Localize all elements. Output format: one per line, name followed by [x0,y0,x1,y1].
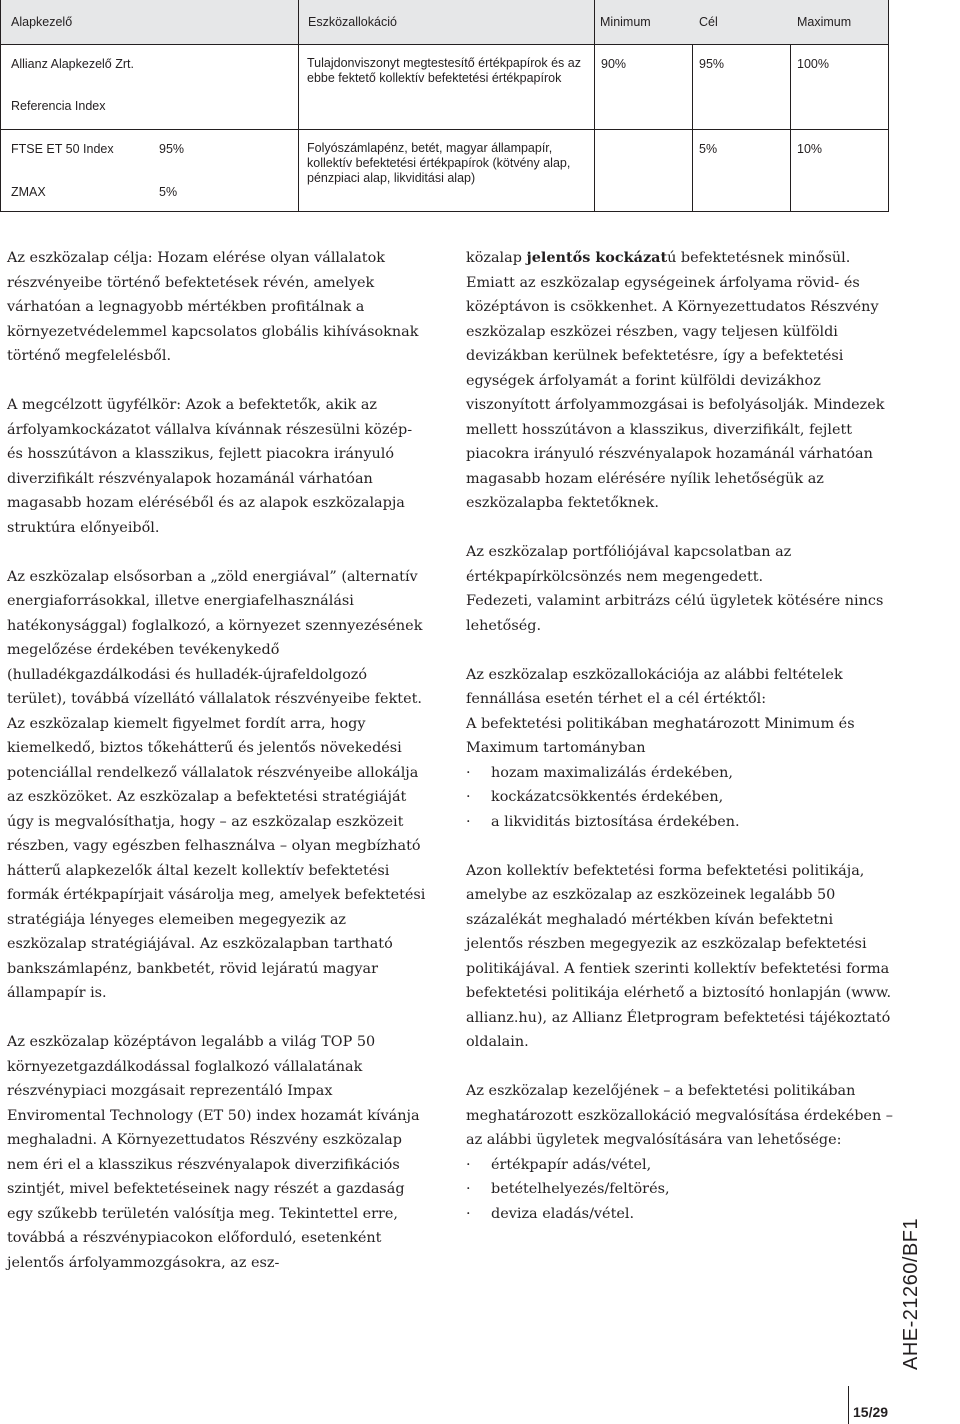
list-item: · kockázatcsökkentés érdekében, [466,785,894,810]
index-ftse-et50: FTSE ET 50 Index [11,142,114,156]
table-rule [594,0,595,212]
equities-minimum: 90% [601,57,627,71]
page-number: 15/29 [853,1404,889,1420]
list-item: · hozam maximalizálás érdekében, [466,761,894,786]
paragraph-hedging: Fedezeti, valamint arbitrázs célú ügyletek kötésére nincs lehetőség. [466,593,884,634]
manager-name: Allianz Alapkezelő Zrt. [11,57,134,71]
risk-text-bold: jelentős kockázat [526,249,668,266]
paragraph-collective-investment: Azon kollektív befektetési forma befektetési politikája, amelybe az eszközalap az eszközeinek legalább 50 százalékát meghaladó mértékben kíván befektetni jelentős részben megegyezik az eszközalap befektetési politikájával. A fentiek szerinti kollektív befektetési forma befektetési politikája elérhető a biztosító honlapján (www. allianz.hu), az Allianz Életprogram befektetési tájékoztató oldalain. [466,862,892,1050]
list-item: · betételhelyezés/feltörés, [466,1177,894,1202]
money-market-target: 5% [699,142,718,156]
right-column [466,246,894,1226]
paragraph-range: A befektetési politikában meghatározott Minimum és Maximum tartományban [466,715,855,756]
paragraph-lending: Az eszközalap portfóliójával kapcsolatban az értékpapírkölcsönzés nem megengedett. [466,544,792,585]
table-rule [0,0,1,212]
header-allocation: Eszközallokáció [308,15,397,29]
document-code: AHE-21260/BF1 [900,1217,922,1370]
index-zmax: ZMAX [11,185,46,199]
reference-index-label: Referencia Index [11,99,106,113]
paragraph-objective: Az eszközalap célja: Hozam elérése olyan vállalatok részvényeibe történő befektetések révén, amelyek várhatóan a legnagyobb mértékben profitálnak a környezetvédelemmel kapcsolatos globális kihívásoknak történő megfelelésből. [7,250,419,364]
table-header-background [0,0,888,44]
paragraph-target-clients: A megcélzott ügyfélkör: Azok a befektetők, akik az árfolyamkockázatot vállalva kívánnak részesülni közép- és hosszútávon a klasszikus, fejlett piacokra irányuló diverzifikált részvényalapok hozamánál várhatóan magasabb hozam eléréséből és az alapok eszközalapja struktúra előnyeiből. [7,397,413,536]
risk-text-pre: közalap [466,250,527,266]
header-target: Cél [699,15,718,29]
allocation-money-market: Folyószámlapénz, betét, magyar állampapír, kollektív befektetési értékpapírok (kötvény alap, pénzpiaci alap, likviditási alap) [307,141,571,185]
paragraph-manager-transactions: Az eszközalap kezelőjének – a befektetési politikában meghatározott eszközallokáció megvalósítása érdekében – az alábbi ügyletek megvalósítására van lehetősége: [466,1083,893,1148]
left-column [7,246,427,1275]
paragraph-risk [466,246,894,516]
money-market-maximum: 10% [797,142,823,156]
list-item: · értékpapír adás/vétel, [466,1153,894,1178]
table-rule [888,0,889,212]
page-number-divider [848,1386,849,1424]
list-item: · deviza eladás/vétel. [466,1202,894,1227]
table-rule [298,0,299,212]
header-manager: Alapkezelő [11,15,73,29]
equities-maximum: 100% [797,57,829,71]
index-zmax-weight: 5% [159,185,178,199]
allocation-table [0,0,960,214]
paragraph-strategy: Az eszközalap elsősorban a „zöld energiával” (alternatív energiaforrásokkal, illetve energiafelhasználási hatékonysággal) foglalkozó, a környezet szennyezésének megelőzése érdekében tevékenykedő (hulladékgazdálkodási és hulladék-újrafeldolgozó terület), továbbá vízellátó vállalatok részvényeibe fektet. Az eszközalap kiemelt figyelmet fordít arra, hogy kiemelkedő, biztos tőkehátterű és jelentős növekedési potenciállal rendelkező vállalatok részvényeibe allokálja az eszközöket. Az eszközalap a befektetési stratégiáját úgy is megvalósíthatja, hogy – az eszközalap eszközeit részben, vagy egészben felhasználva – olyan megbízható hátterű alapkezelők által kezelt kollektív befektetési formák értékpapírjait vásárolja meg, amelyek befektetési stratégiája lényeges elemeiben megegyezik az eszközalap stratégiájával. Az eszközalapban tartható bankszámlapénz, bankbetét, rövid lejáratú magyar állampapír is. [7,568,426,1001]
table-rule [692,44,693,212]
risk-text-post: ú befektetésnek minősül. Emiatt az eszközalap egységeinek árfolyama rövid- és középtávon is csökkenhet. A Környezettudatos Részvény eszközalap eszközei részben, vagy teljesen külföldi devizákban kerülnek befektetésre, így a befektetési egységek árfolyamát a forint külföldi devizákhoz viszonyított árfolyammozgásai is befolyásolják. Mindezek mellett hosszútávon a klasszikus, diverzifikált, fejlett piacokra irányuló részvényalapok hozamánál várhatóan magasabb hozam elérésére nyílik lehetőségük az eszközalapba fektetőknek. [466,250,885,511]
paragraph-deviation: Az eszközalap eszközallokációja az alábbi feltételek fennállása esetén térhet el a cél értéktől: [466,666,843,707]
list-item: · a likviditás biztosítása érdekében. [466,810,894,835]
header-minimum: Minimum [600,15,651,29]
table-rule [0,129,888,130]
allocation-equities: Tulajdonviszonyt megtestesítő értékpapírok és az ebbe fektető kollektív befektetési értékpapírok [307,56,581,85]
header-maximum: Maximum [797,15,852,29]
index-ftse-et50-weight: 95% [159,142,185,156]
equities-target: 95% [699,57,725,71]
paragraph-benchmark: Az eszközalap középtávon legalább a világ TOP 50 környezetgazdálkodással foglalkozó vállalatának részvénypiaci mozgásait reprezentáló Impax Enviromental Technology (ET 50) index hozamát kívánja meghaladni. A Környezettudatos Részvény eszközalap nem éri el a klasszikus részvényalapok diverzifikációs szintjét, mivel befektetéseinek nagy részét a gazdaság egy szűkebb területén valósítja meg. Tekintettel erre, továbbá a részvénypiacokon előforduló, esetenként jelentős árfolyammozgásokra, az esz- [7,1034,420,1271]
table-rule [0,211,888,212]
table-rule [790,44,791,212]
table-rule [0,44,888,45]
